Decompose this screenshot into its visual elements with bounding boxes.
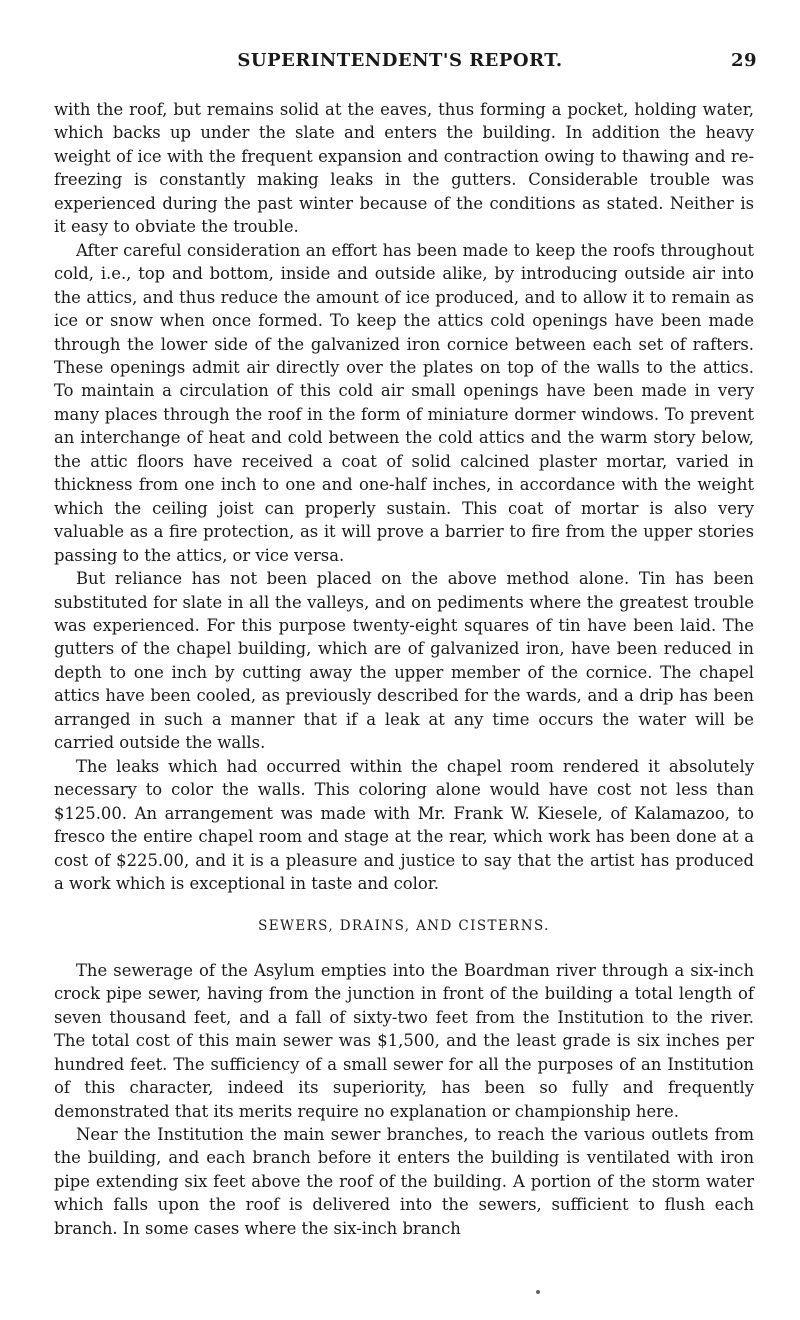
paragraph-1: with the roof, but remains solid at the eaves, thus forming a pocket, holding water, which backs up under the slate and enters the building. In addition the heavy weight of ice with the frequent expansion and contraction owing to thawing and re-freezing is constantly making leaks in the gutters. Considerable trouble was experienced during the past winter because of the conditions as stated. Neither is it easy to obviate the trouble. [54,100,754,237]
body-text [54,98,754,1240]
paragraph-3: But reliance has not been placed on the above method alone. Tin has been substituted for slate in all the valleys, and on pediments where the greatest trouble was experienced. For this purpose twenty-eight squares of tin have been laid. The gutters of the chapel building, which are of galvanized iron, have been reduced in depth to one inch by cutting away the upper member of the cornice. The chapel attics have been cooled, as previously described for the wards, and a drip has been arranged in such a manner that if a leak at any time occurs the water will be carried outside the walls. [54,569,754,753]
page-number: 29 [730,50,757,71]
section-paragraph-2: Near the Institution the main sewer branches, to reach the various outlets from the building, and each branch before it enters the building is ventilated with iron pipe extending six feet above the roof of the building. A portion of the storm water which falls upon the roof is delivered into the sewers, sufficient to flush each branch. In some cases where the six-inch branch [54,1125,754,1238]
running-head [0,50,800,80]
section-heading: SEWERS, DRAINS, AND CISTERNS. [258,918,550,935]
section-paragraph-1: The sewerage of the Asylum empties into the Boardman river through a six-inch crock pipe sewer, having from the junction in front of the building a total length of seven thousand feet, and a fall of sixty-two feet from the Institution to the river. The total cost of this main sewer was $1,500, and the least grade is six inches per hundred feet. The sufficiency of a small sewer for all the purposes of an Institution of this character, indeed its superiority, has been so fully and frequently demonstrated that its merits require no explanation or championship here. [54,960,754,1121]
printer-mark [536,1290,540,1294]
running-title: SUPERINTENDENT'S REPORT. [237,50,563,71]
paragraph-2: After careful consideration an effort has been made to keep the roofs throughout cold, i.e., top and bottom, inside and outside alike, by introducing outside air into the attics, and thus reduce the amount of ice produced, and to allow it to remain as ice or snow when once formed. To keep the attics cold openings have been made through the lower side of the galvanized iron cornice between each set of rafters. These openings admit air directly over the plates on top of the walls to the attics. To maintain a circulation of this cold air small openings have been made in very many places through the roof in the form of miniature dormer windows. To prevent an interchange of heat and cold between the cold attics and the warm story below, the attic floors have received a coat of solid calcined plaster mortar, varied in thickness from one inch to one and one-half inches, in accordance with the weight which the ceiling joist can properly sustain. This coat of mortar is also very valuable as a fire protection, as it will prove a barrier to fire from the upper stories passing to the attics, or vice versa. [54,240,754,565]
paragraph-4: The leaks which had occurred within the chapel room rendered it absolutely necessary to color the walls. This coloring alone would have cost not less than $125.00. An arrangement was made with Mr. Frank W. Kiesele, of Kalamazoo, to fresco the entire chapel room and stage at the rear, which work has been done at a cost of $225.00, and it is a pleasure and justice to say that the artist has produced a work which is exceptional in taste and color. [54,756,754,893]
